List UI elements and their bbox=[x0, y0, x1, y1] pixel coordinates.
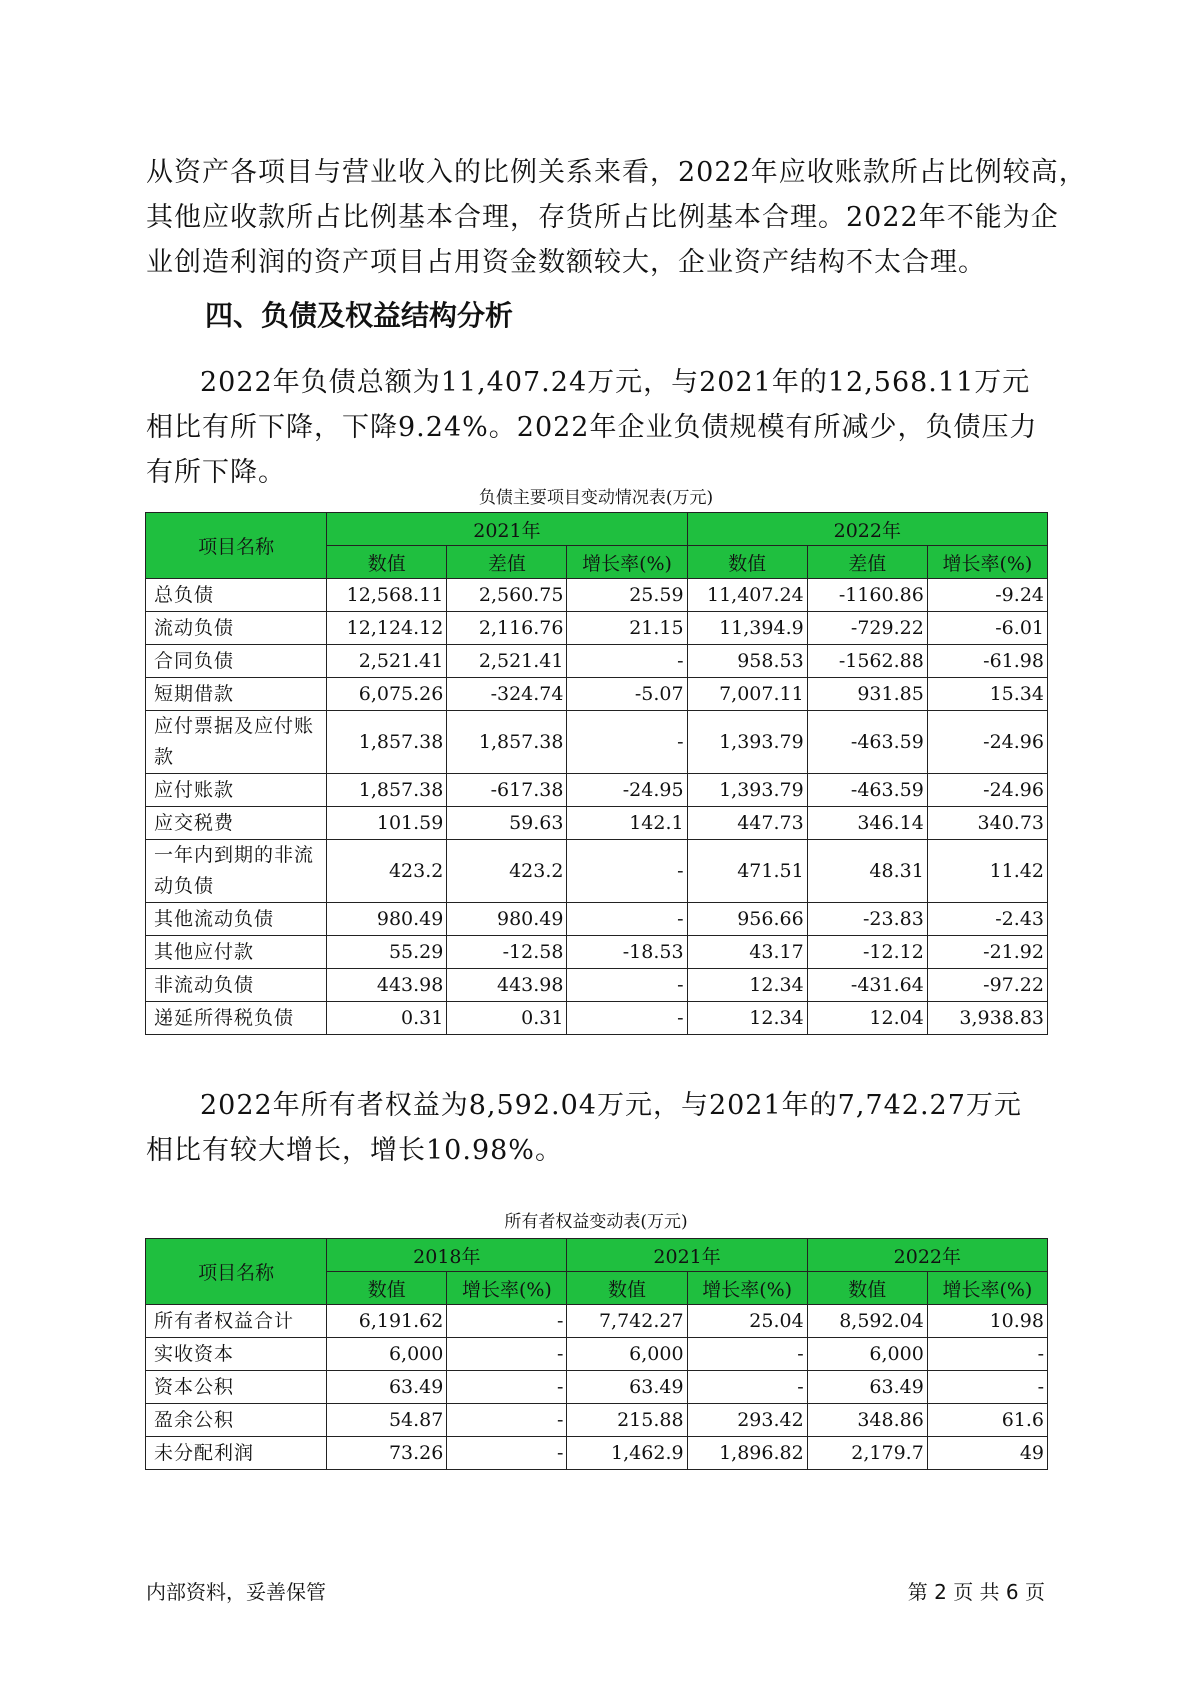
cell: 12,568.11 bbox=[327, 579, 447, 612]
table-row bbox=[146, 903, 1048, 936]
header-growth: 增长率(%) bbox=[447, 1272, 567, 1305]
header-diff: 差值 bbox=[447, 546, 567, 579]
section-heading: 四、负债及权益结构分析 bbox=[205, 299, 514, 332]
cell: 2,560.75 bbox=[447, 579, 567, 612]
table-row bbox=[146, 1305, 1048, 1338]
cell: 1,393.79 bbox=[687, 711, 807, 774]
footer-confidential-note: 内部资料，妥善保管 bbox=[146, 1580, 326, 1604]
cell: 10.98 bbox=[927, 1305, 1047, 1338]
cell: 142.1 bbox=[567, 807, 687, 840]
cell: 11,394.9 bbox=[687, 612, 807, 645]
cell: 25.04 bbox=[687, 1305, 807, 1338]
table-row bbox=[146, 936, 1048, 969]
cell: - bbox=[567, 711, 687, 774]
cell: 215.88 bbox=[567, 1404, 687, 1437]
cell: -1562.88 bbox=[807, 645, 927, 678]
row-label: 合同负债 bbox=[146, 645, 327, 678]
row-label: 所有者权益合计 bbox=[146, 1305, 327, 1338]
cell: 43.17 bbox=[687, 936, 807, 969]
cell: -24.96 bbox=[927, 711, 1047, 774]
table-caption-equity: 所有者权益变动表(万元) bbox=[504, 1212, 688, 1232]
cell: 25.59 bbox=[567, 579, 687, 612]
header-year: 2022年 bbox=[807, 1239, 1047, 1272]
header-value: 数值 bbox=[327, 546, 447, 579]
cell: -324.74 bbox=[447, 678, 567, 711]
table-row bbox=[146, 612, 1048, 645]
cell: - bbox=[447, 1437, 567, 1470]
paragraph-line: 业创造利润的资产项目占用资金数额较大，企业资产结构不太合理。 bbox=[146, 247, 986, 278]
header-growth: 增长率(%) bbox=[687, 1272, 807, 1305]
header-item-name: 项目名称 bbox=[146, 1239, 327, 1305]
cell: 1,393.79 bbox=[687, 774, 807, 807]
header-value: 数值 bbox=[327, 1272, 447, 1305]
cell: 3,938.83 bbox=[927, 1002, 1047, 1035]
paragraph-line: 从资产各项目与营业收入的比例关系来看，2022年应收账款所占比例较高， bbox=[146, 157, 1087, 188]
cell: 8,592.04 bbox=[807, 1305, 927, 1338]
cell: 2,521.41 bbox=[327, 645, 447, 678]
cell: 7,007.11 bbox=[687, 678, 807, 711]
cell: 1,857.38 bbox=[327, 711, 447, 774]
table-row bbox=[146, 1002, 1048, 1035]
cell: 12.34 bbox=[687, 1002, 807, 1035]
cell: -617.38 bbox=[447, 774, 567, 807]
cell: 11.42 bbox=[927, 840, 1047, 903]
row-label: 未分配利润 bbox=[146, 1437, 327, 1470]
cell: 980.49 bbox=[327, 903, 447, 936]
cell: 63.49 bbox=[807, 1371, 927, 1404]
cell: 443.98 bbox=[327, 969, 447, 1002]
cell: -97.22 bbox=[927, 969, 1047, 1002]
cell: 73.26 bbox=[327, 1437, 447, 1470]
cell: -24.96 bbox=[927, 774, 1047, 807]
table-row bbox=[146, 678, 1048, 711]
table-row bbox=[146, 774, 1048, 807]
table-row bbox=[146, 1437, 1048, 1470]
table-row bbox=[146, 807, 1048, 840]
row-label: 流动负债 bbox=[146, 612, 327, 645]
cell: -9.24 bbox=[927, 579, 1047, 612]
header-growth: 增长率(%) bbox=[927, 546, 1047, 579]
cell: -2.43 bbox=[927, 903, 1047, 936]
row-label: 应交税费 bbox=[146, 807, 327, 840]
cell: 1,857.38 bbox=[447, 711, 567, 774]
paragraph-line: 其他应收款所占比例基本合理，存货所占比例基本合理。2022年不能为企 bbox=[146, 202, 1059, 233]
cell: - bbox=[447, 1371, 567, 1404]
paragraph-liabilities: 2022年负债总额为11,407.24万元，与2021年的12,568.11万元相比有所下降，下降9.24%。2022年企业负债规模有所减少，负债压力有所下降。 bbox=[146, 367, 1038, 488]
paragraph-asset-ratio bbox=[146, 150, 1087, 285]
cell: 443.98 bbox=[447, 969, 567, 1002]
cell: 293.42 bbox=[687, 1404, 807, 1437]
cell: 0.31 bbox=[327, 1002, 447, 1035]
header-year: 2021年 bbox=[327, 513, 687, 546]
row-label: 总负债 bbox=[146, 579, 327, 612]
row-label: 盈余公积 bbox=[146, 1404, 327, 1437]
row-label: 递延所得税负债 bbox=[146, 1002, 327, 1035]
cell: - bbox=[927, 1371, 1047, 1404]
cell: - bbox=[447, 1305, 567, 1338]
cell: 55.29 bbox=[327, 936, 447, 969]
cell: -12.12 bbox=[807, 936, 927, 969]
header-value: 数值 bbox=[687, 546, 807, 579]
row-label: 其他流动负债 bbox=[146, 903, 327, 936]
cell: 423.2 bbox=[327, 840, 447, 903]
cell: - bbox=[567, 903, 687, 936]
cell: -61.98 bbox=[927, 645, 1047, 678]
table-row bbox=[146, 1404, 1048, 1437]
liability-table bbox=[145, 512, 1048, 1035]
cell: 447.73 bbox=[687, 807, 807, 840]
cell: -18.53 bbox=[567, 936, 687, 969]
paragraph-equity: 2022年所有者权益为8,592.04万元，与2021年的7,742.27万元相比有较大增长，增长10.98%。 bbox=[146, 1090, 1022, 1166]
cell: 59.63 bbox=[447, 807, 567, 840]
header-item-name: 项目名称 bbox=[146, 513, 327, 579]
cell: 12.34 bbox=[687, 969, 807, 1002]
cell: - bbox=[567, 645, 687, 678]
cell: 346.14 bbox=[807, 807, 927, 840]
header-year: 2022年 bbox=[687, 513, 1047, 546]
cell: 54.87 bbox=[327, 1404, 447, 1437]
cell: - bbox=[687, 1338, 807, 1371]
cell: 49 bbox=[927, 1437, 1047, 1470]
cell: -21.92 bbox=[927, 936, 1047, 969]
table-row bbox=[146, 840, 1048, 903]
cell: -24.95 bbox=[567, 774, 687, 807]
row-label: 非流动负债 bbox=[146, 969, 327, 1002]
cell: 11,407.24 bbox=[687, 579, 807, 612]
row-label: 一年内到期的非流动负债 bbox=[146, 840, 327, 903]
cell: 423.2 bbox=[447, 840, 567, 903]
cell: - bbox=[567, 840, 687, 903]
header-diff: 差值 bbox=[807, 546, 927, 579]
row-label: 其他应付款 bbox=[146, 936, 327, 969]
cell: - bbox=[927, 1338, 1047, 1371]
header-year: 2021年 bbox=[567, 1239, 807, 1272]
cell: 340.73 bbox=[927, 807, 1047, 840]
row-label: 实收资本 bbox=[146, 1338, 327, 1371]
cell: -12.58 bbox=[447, 936, 567, 969]
row-label: 资本公积 bbox=[146, 1371, 327, 1404]
header-year: 2018年 bbox=[327, 1239, 567, 1272]
table-caption-liabilities: 负债主要项目变动情况表(万元) bbox=[478, 488, 714, 508]
cell: -431.64 bbox=[807, 969, 927, 1002]
table-row bbox=[146, 1371, 1048, 1404]
cell: 12.04 bbox=[807, 1002, 927, 1035]
table-row bbox=[146, 969, 1048, 1002]
cell: -463.59 bbox=[807, 774, 927, 807]
cell: 6,000 bbox=[327, 1338, 447, 1371]
row-label: 应付账款 bbox=[146, 774, 327, 807]
cell: 2,521.41 bbox=[447, 645, 567, 678]
cell: 6,075.26 bbox=[327, 678, 447, 711]
cell: 6,000 bbox=[807, 1338, 927, 1371]
cell: -729.22 bbox=[807, 612, 927, 645]
cell: -6.01 bbox=[927, 612, 1047, 645]
cell: 21.15 bbox=[567, 612, 687, 645]
cell: 2,179.7 bbox=[807, 1437, 927, 1470]
header-growth: 增长率(%) bbox=[567, 546, 687, 579]
cell: - bbox=[567, 969, 687, 1002]
cell: -463.59 bbox=[807, 711, 927, 774]
cell: - bbox=[687, 1371, 807, 1404]
cell: 931.85 bbox=[807, 678, 927, 711]
cell: 6,000 bbox=[567, 1338, 687, 1371]
cell: 63.49 bbox=[567, 1371, 687, 1404]
header-growth: 增长率(%) bbox=[927, 1272, 1047, 1305]
cell: 2,116.76 bbox=[447, 612, 567, 645]
cell: 348.86 bbox=[807, 1404, 927, 1437]
cell: 980.49 bbox=[447, 903, 567, 936]
table-row bbox=[146, 1338, 1048, 1371]
cell: 1,896.82 bbox=[687, 1437, 807, 1470]
cell: 471.51 bbox=[687, 840, 807, 903]
cell: 0.31 bbox=[447, 1002, 567, 1035]
cell: -23.83 bbox=[807, 903, 927, 936]
row-label: 短期借款 bbox=[146, 678, 327, 711]
cell: 1,857.38 bbox=[327, 774, 447, 807]
cell: -5.07 bbox=[567, 678, 687, 711]
table-row bbox=[146, 711, 1048, 774]
cell: 956.66 bbox=[687, 903, 807, 936]
header-value: 数值 bbox=[807, 1272, 927, 1305]
footer-page-number: 第 2 页 共 6 页 bbox=[907, 1580, 1045, 1604]
cell: 15.34 bbox=[927, 678, 1047, 711]
cell: 101.59 bbox=[327, 807, 447, 840]
cell: 958.53 bbox=[687, 645, 807, 678]
equity-table bbox=[145, 1238, 1048, 1470]
header-value: 数值 bbox=[567, 1272, 687, 1305]
cell: 63.49 bbox=[327, 1371, 447, 1404]
cell: - bbox=[567, 1002, 687, 1035]
cell: 1,462.9 bbox=[567, 1437, 687, 1470]
cell: - bbox=[447, 1338, 567, 1371]
table-row bbox=[146, 645, 1048, 678]
cell: 12,124.12 bbox=[327, 612, 447, 645]
cell: -1160.86 bbox=[807, 579, 927, 612]
cell: 61.6 bbox=[927, 1404, 1047, 1437]
cell: 7,742.27 bbox=[567, 1305, 687, 1338]
table-row bbox=[146, 579, 1048, 612]
cell: 6,191.62 bbox=[327, 1305, 447, 1338]
cell: - bbox=[447, 1404, 567, 1437]
row-label: 应付票据及应付账款 bbox=[146, 711, 327, 774]
cell: 48.31 bbox=[807, 840, 927, 903]
